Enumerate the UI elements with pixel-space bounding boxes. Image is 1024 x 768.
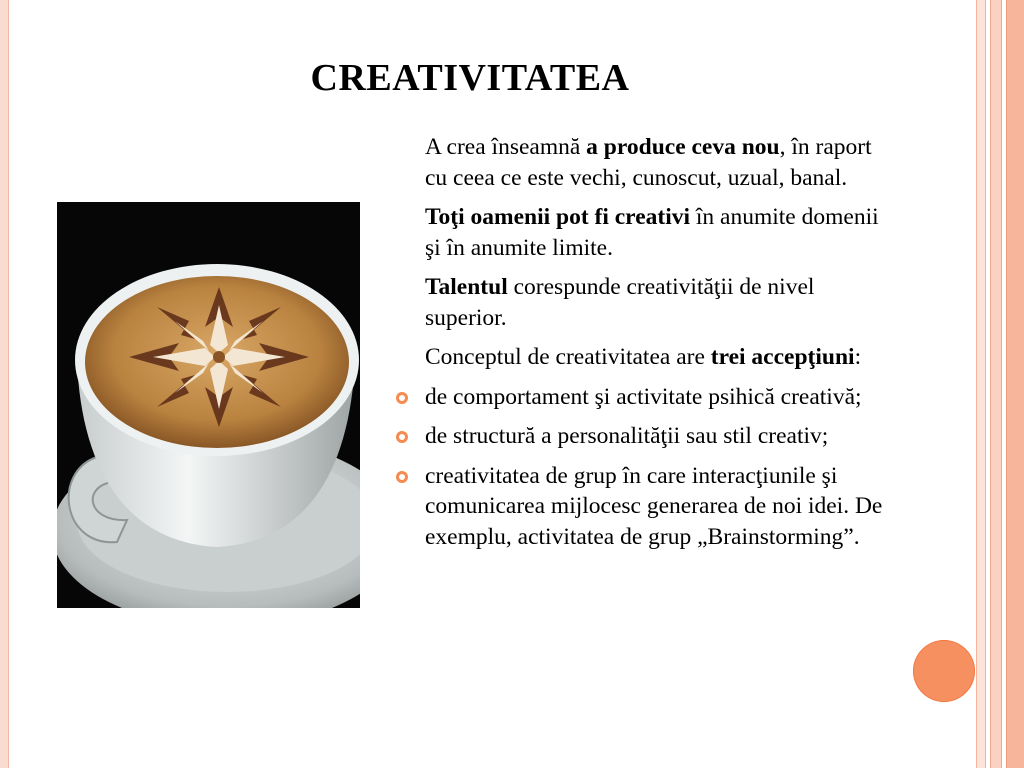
bullet-item: creativitatea de grup în care interacţiunile şi comunicarea mijlocesc generarea de noi idei. De exemplu, activitatea de grup „Brainstorming”.: [390, 461, 890, 553]
paragraph-talent: Talentul corespunde creativităţii de nivel superior.: [425, 274, 815, 331]
bullet-item: de structură a personalităţii sau stil creativ;: [390, 421, 890, 452]
slide-body: [390, 132, 890, 561]
decorative-circle: [913, 640, 975, 702]
bullet-icon: [396, 471, 408, 483]
right-frame-border: [976, 0, 1024, 768]
paragraph-definition: A crea înseamnă a produce ceva nou, în raport cu ceea ce este vechi, cunoscut, uzual, banal.: [425, 134, 872, 191]
bullet-icon: [396, 431, 408, 443]
bullet-item: de comportament şi activitate psihică creativă;: [390, 382, 890, 413]
slide-title: CREATIVITATEA: [310, 57, 630, 99]
cappuccino-image: [57, 202, 360, 608]
paragraph-concept: Conceptul de creativitatea are trei accepţiuni:: [425, 344, 862, 370]
bullet-icon: [396, 392, 408, 404]
left-frame-border: [0, 0, 9, 768]
paragraph-everyone-creative: Toţi oamenii pot fi creativi în anumite domenii şi în anumite limite.: [425, 204, 879, 261]
